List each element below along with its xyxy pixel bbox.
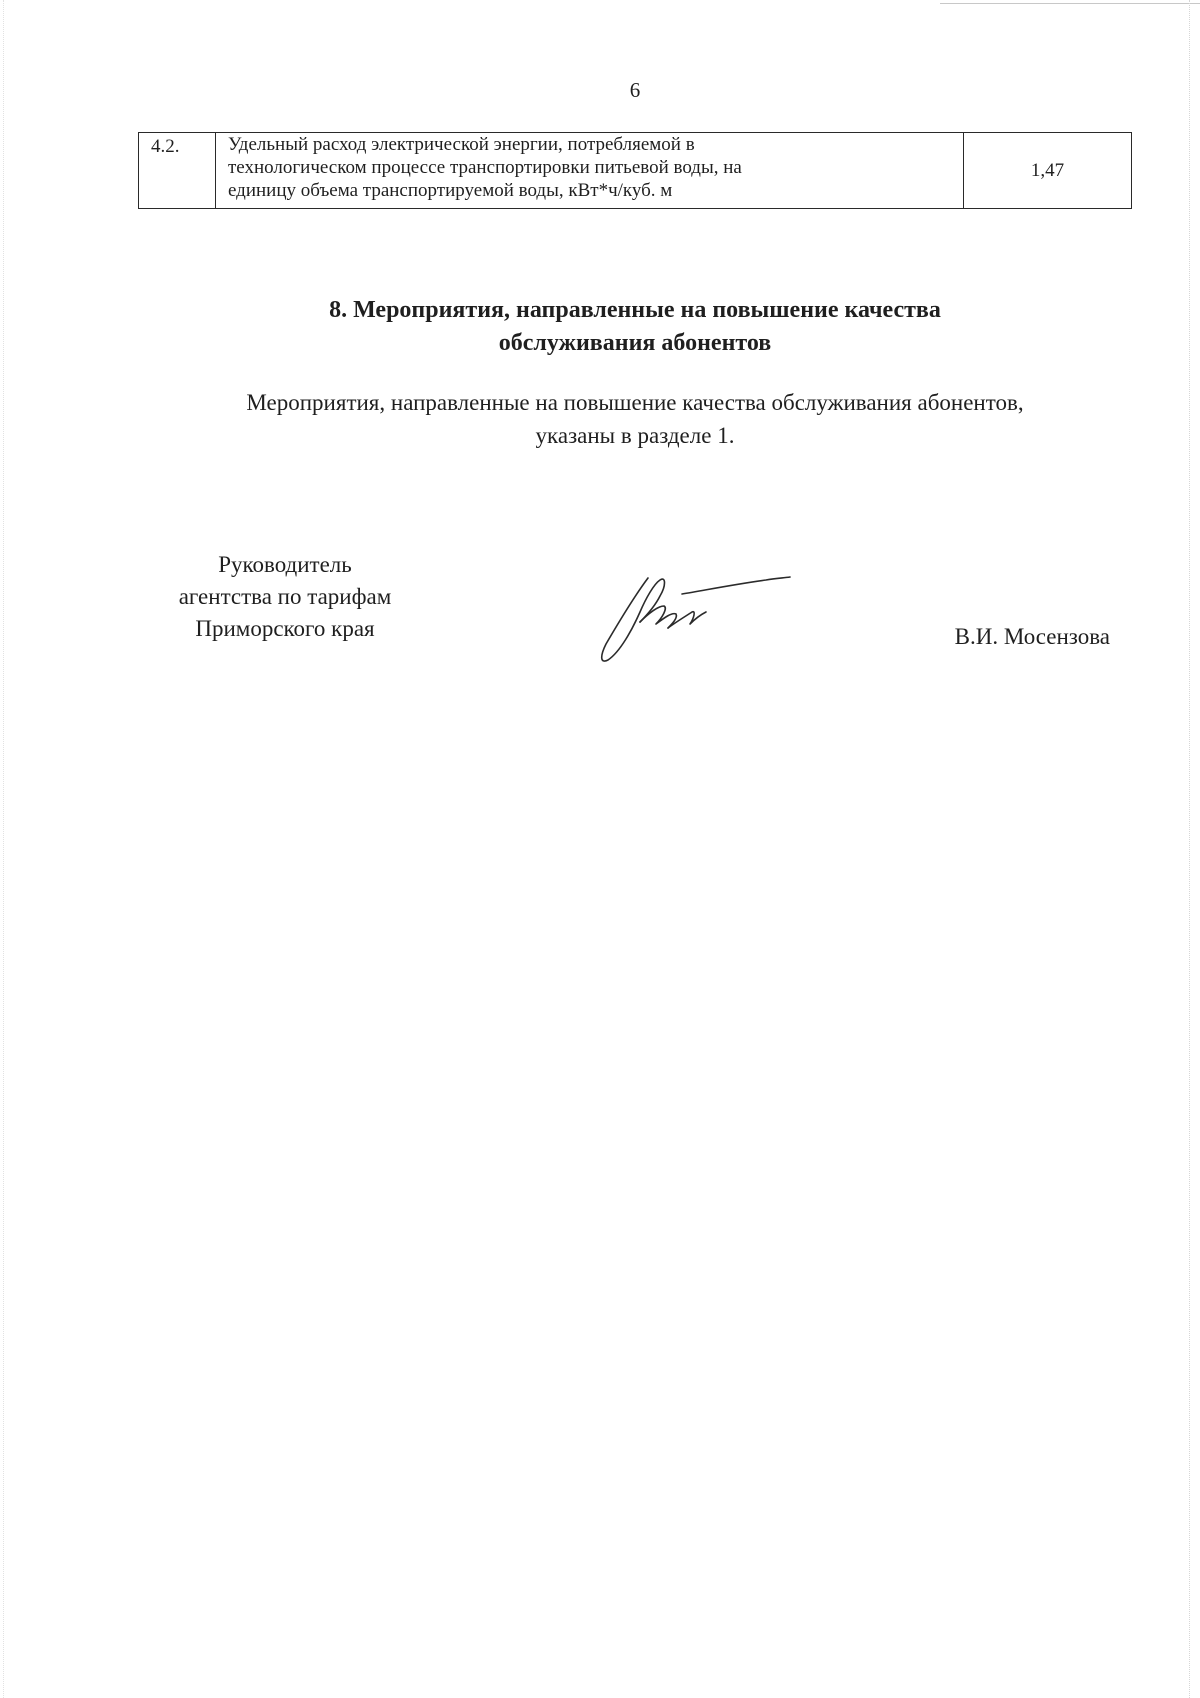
position-line: Руководитель — [218, 552, 352, 577]
description-line: единицу объема транспортируемой воды, кВт*ч/куб. м — [228, 180, 673, 201]
section-paragraph — [0, 386, 1200, 452]
handwritten-signature — [596, 572, 796, 666]
scan-edge-left — [0, 0, 4, 1698]
description-line: технологическом процессе транспортировки питьевой воды, на — [228, 157, 742, 178]
indicators-table — [138, 132, 1132, 209]
signer-name: В.И. Мосензова — [954, 624, 1110, 649]
position-line: Приморского края — [195, 616, 375, 641]
scan-edge-right — [1189, 0, 1192, 1698]
scan-edge-top — [940, 0, 1200, 4]
table-row — [139, 133, 1132, 209]
row-value: 1,47 — [964, 133, 1132, 209]
heading-line: 8. Мероприятия, направленные на повышение качества — [329, 297, 941, 323]
position-line: агентства по тарифам — [178, 584, 392, 609]
paragraph-line: указаны в разделе 1. — [535, 423, 735, 448]
description-line: Удельный расход электрической энергии, потребляемой в — [228, 134, 695, 155]
row-description — [216, 133, 964, 209]
row-number: 4.2. — [139, 133, 216, 209]
heading-line: обслуживания абонентов — [498, 330, 772, 356]
paragraph-line: Мероприятия, направленные на повышение качества обслуживания абонентов, — [246, 390, 1024, 415]
page-number: 6 — [629, 78, 641, 102]
section-heading — [0, 294, 1200, 360]
signer-position — [140, 549, 430, 645]
